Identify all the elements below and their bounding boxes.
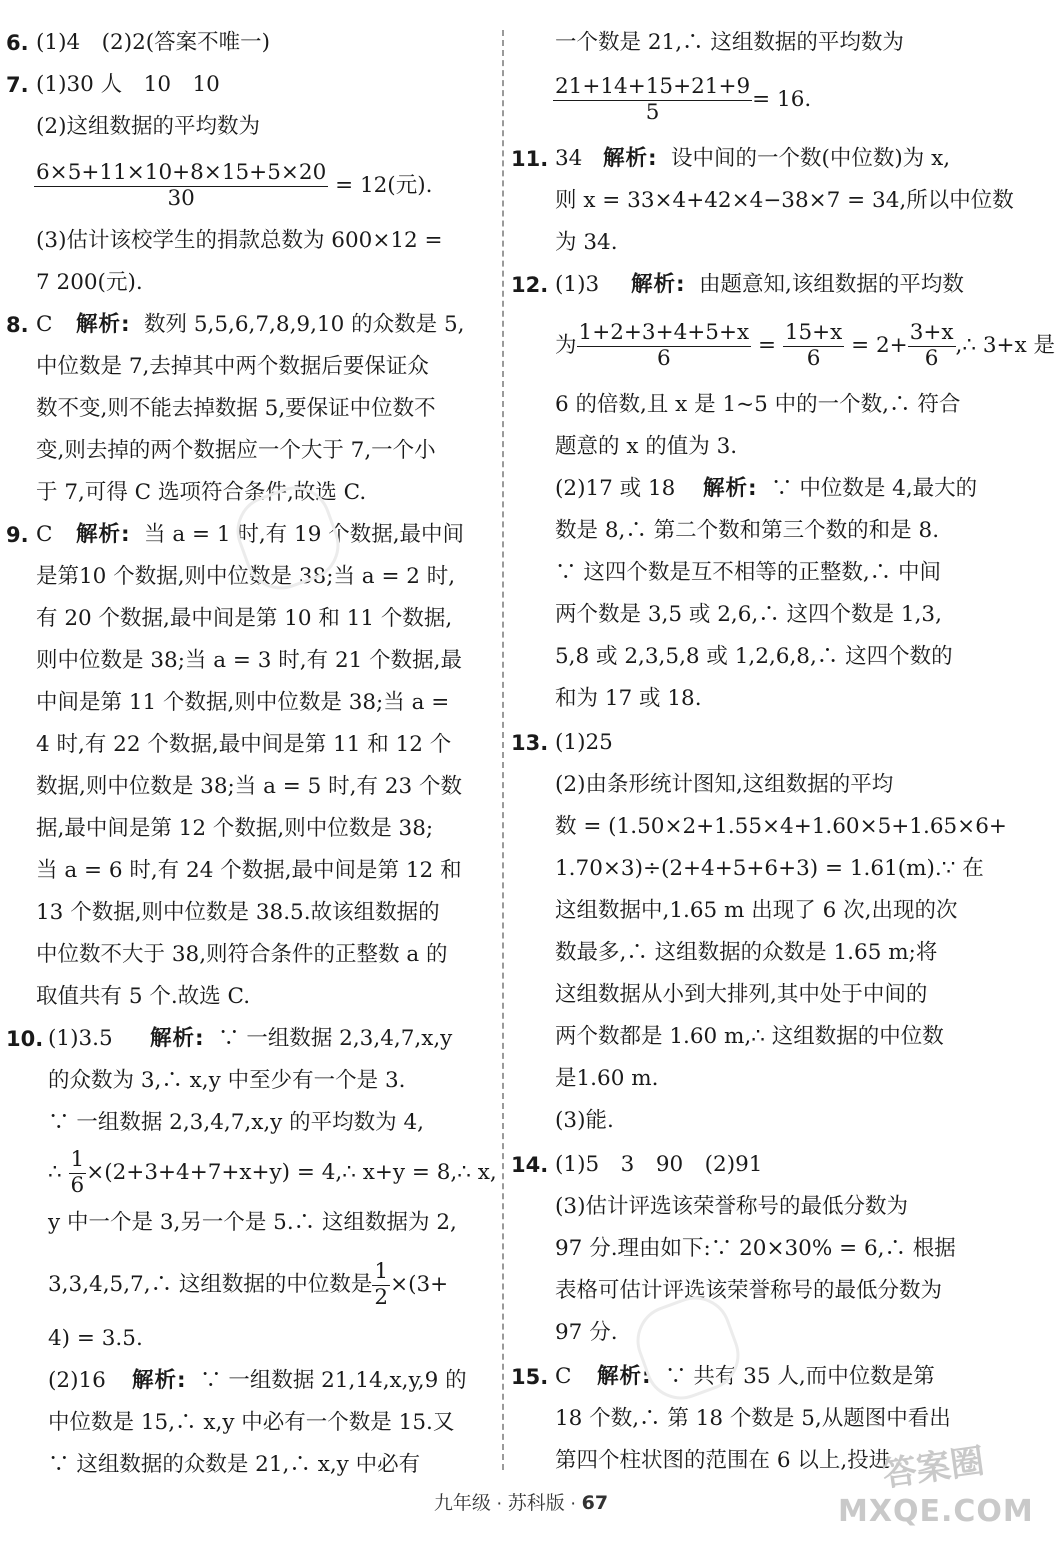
page-footer (0, 1488, 1042, 1515)
q10-number: 10. (6, 1027, 44, 1051)
q9-text-8: 据,最中间是第 12 个数据,则中位数是 38; (36, 816, 434, 841)
q9-answer: C (36, 522, 53, 547)
q10-part2-answer: (2)16 (48, 1368, 106, 1393)
q10-mean-num: 21+14+15+21+9 (555, 73, 751, 99)
q7-number: 7. (6, 73, 29, 97)
q8-text-1: 数列 5,5,6,7,8,9,10 的众数是 5, (144, 312, 465, 337)
q10-analysis-label: 解析: (150, 1026, 205, 1051)
q10-text-9: 中位数是 15,∴ x,y 中必有一个数是 15.又 (48, 1410, 455, 1435)
q7-text-4: (3)估计该校学生的捐款总数为 600×12 = (36, 228, 443, 253)
q12-part2 (507, 468, 1042, 510)
q12-part2-answer: (2)17 或 18 (555, 476, 676, 501)
q9-analysis-label: 解析: (76, 522, 131, 547)
q12-frac3-num: 3+x (909, 319, 954, 345)
q12-analysis-label: 解析: (631, 272, 686, 297)
q10-text-7: 4) = 3.5. (48, 1326, 143, 1351)
q10-line-1 (0, 1018, 500, 1060)
q9-text-10: 13 个数据,则中位数是 38.5.故该组数据的 (36, 900, 440, 925)
q13-text-4: 1.70×3)÷(2+4+5+6+3) = 1.61(m).∵ 在 (555, 856, 984, 881)
q14-text-4: 表格可估计评选该荣誉称号的最低分数为 (555, 1278, 943, 1303)
q13-text-10: (3)能. (555, 1108, 614, 1133)
q13-number: 13. (511, 731, 549, 755)
q8-analysis-label: 解析: (76, 312, 131, 337)
q9-text-2: 是第10 个数据,则中位数是 38;当 a = 2 时, (36, 564, 456, 589)
q10-text-2: 的众数为 3,∴ x,y 中至少有一个是 3. (48, 1068, 406, 1093)
q10-mean-result: = 16. (752, 87, 812, 112)
q9-number: 9. (6, 523, 29, 547)
q15-line-1 (507, 1356, 1042, 1398)
q10-text-1: ∵ 一组数据 2,3,4,7,x,y (218, 1026, 453, 1051)
footer-grade-edition: 九年级 · 苏科版 · (433, 1493, 577, 1514)
q9-text-6: 4 时,有 22 个数据,最中间是第 11 和 12 个 (36, 732, 452, 757)
q10-frac1-num: 1 (70, 1146, 85, 1172)
q12-analysis-label-2: 解析: (703, 476, 758, 501)
watermark-logo: 答案圈 (880, 1441, 987, 1495)
q15-text-1: ∵ 共有 35 人,而中位数是第 (665, 1364, 935, 1389)
q12-text-8: 两个数是 3,5 或 2,6,∴ 这四个数是 1,3, (555, 602, 942, 627)
q11-answer: 34 (555, 146, 583, 171)
q7-line-2 (0, 106, 500, 148)
q11-analysis-label: 解析: (603, 146, 658, 171)
q10-therefore: ∴ (48, 1160, 62, 1185)
q12-frac1-den: 6 (656, 345, 671, 371)
q9-text-12: 取值共有 5 个.故选 C. (36, 984, 251, 1009)
q12-frac3-den: 6 (924, 345, 939, 371)
q9-text-11: 中位数不大于 38,则符合条件的正整数 a 的 (36, 942, 448, 967)
q7-text-2: (2)这组数据的平均数为 (36, 114, 260, 139)
q14-text-3: 97 分.理由如下:∵ 20×30% = 6,∴ 根据 (555, 1236, 956, 1261)
q12-text-5: ∵ 中位数是 4,最大的 (771, 476, 978, 501)
q15-number: 15. (511, 1365, 549, 1389)
q14-text-5: 97 分. (555, 1320, 618, 1345)
q6-number: 6. (6, 31, 29, 55)
q8-text-2: 中位数是 7,去掉其中两个数据后要保证众 (36, 354, 429, 379)
q11-line-1 (507, 138, 1042, 180)
q10-frac2-num: 1 (374, 1258, 389, 1284)
q7-formula-result: = 12(元). (335, 173, 433, 198)
q12-text-9: 5,8 或 2,3,5,8 或 1,2,6,8,∴ 这四个数的 (555, 644, 953, 669)
q11-text-2: 则 x = 33×4+42×4−38×7 = 34,所以中位数 (555, 188, 1014, 213)
q11-number: 11. (511, 147, 549, 171)
q10-frac1-den: 6 (70, 1172, 85, 1198)
q10-text-6-tail: ×(3+ (390, 1272, 449, 1297)
q12-text-2-tail: ,∴ 3+x 是 (955, 333, 1055, 358)
q10-cont-formula (507, 70, 1042, 130)
q12-frac1-num: 1+2+3+4+5+x (578, 319, 750, 345)
q10-formula-line (0, 1144, 500, 1202)
q7-fraction (34, 161, 328, 211)
q7-formula (0, 156, 500, 216)
q6-text: (1)4 (2)2(答案不唯一) (36, 30, 271, 55)
q8-text-5: 于 7,可得 C 选项符合条件,故选 C. (36, 480, 367, 505)
q10-mean-den: 5 (645, 99, 660, 125)
q14-text-1: (1)5 3 90 (2)91 (555, 1152, 763, 1177)
q9-text-5: 中间是第 11 个数据,则中位数是 38;当 a = (36, 690, 450, 715)
q10-frac2-den: 2 (374, 1284, 389, 1310)
q10-text-8: ∵ 一组数据 21,14,x,y,9 的 (200, 1368, 467, 1393)
q12-equals-1: = (757, 333, 776, 358)
q10-text-4: ×(2+3+4+7+x+y) = 4,∴ x+y = 8,∴ x, (86, 1160, 497, 1185)
q9-text-7: 数据,则中位数是 38;当 a = 5 时,有 23 个数 (36, 774, 462, 799)
q13-line-1 (507, 722, 1042, 764)
q12-fraction-3 (908, 321, 956, 371)
q12-part1-answer: (1)3 (555, 272, 600, 297)
q13-text-8: 两个数都是 1.60 m,∴ 这组数据的中位数 (555, 1024, 944, 1049)
q12-text-10: 和为 17 或 18. (555, 686, 702, 711)
q12-frac2-den: 6 (806, 345, 821, 371)
q8-text-4: 变,则去掉的两个数据应一个大于 7,一个小 (36, 438, 436, 463)
q8-line-1 (0, 304, 500, 346)
q11-text-1: 设中间的一个数(中位数)为 x, (671, 146, 951, 171)
q12-equals-2: = 2+ (851, 333, 908, 358)
q10-median-line (0, 1256, 500, 1314)
q7-text-5: 7 200(元). (36, 270, 143, 295)
page-number: 67 (581, 1492, 609, 1514)
q7-frac-numerator: 6×5+11×10+8×15+5×20 (36, 159, 327, 185)
q10-text-10: ∵ 这组数据的众数是 21,∴ x,y 中必有 (48, 1452, 421, 1477)
q15-text-3: 第四个柱状图的范围在 6 以上,投进 (555, 1448, 891, 1473)
q8-number: 8. (6, 313, 29, 337)
q10-part1-answer: (1)3.5 (48, 1026, 113, 1051)
q12-frac2-num: 15+x (784, 319, 843, 345)
q12-text-4: 题意的 x 的值为 3. (555, 434, 738, 459)
q7-line-1 (0, 64, 500, 106)
column-divider (502, 30, 504, 1470)
q13-text-6: 数最多,∴ 这组数据的众数是 1.65 m;将 (555, 940, 938, 965)
q11-text-3: 为 34. (555, 230, 618, 255)
q15-answer: C (555, 1364, 572, 1389)
q13-text-7: 这组数据从小到大排列,其中处于中间的 (555, 982, 928, 1007)
q10-mean-fraction (553, 75, 752, 125)
q14-number: 14. (511, 1153, 549, 1177)
q10-part2 (0, 1360, 500, 1402)
q10-text-6: 3,3,4,5,7,∴ 这组数据的中位数是 (48, 1272, 373, 1297)
q14-line-1 (507, 1144, 1042, 1186)
q10-cont-text-1: 一个数是 21,∴ 这组数据的平均数为 (555, 30, 904, 55)
q10-analysis-label-2: 解析: (132, 1368, 187, 1393)
q12-fraction-2 (783, 321, 845, 371)
q9-text-9: 当 a = 6 时,有 24 个数据,最中间是第 12 和 (36, 858, 462, 883)
q7-text-1: (1)30 人 10 10 (36, 72, 220, 97)
q15-text-2: 18 个数,∴ 第 18 个数是 5,从题图中看出 (555, 1406, 951, 1431)
q13-text-3: 数 = (1.50×2+1.55×4+1.60×5+1.65×6+ (555, 814, 1007, 839)
q13-text-2: (2)由条形统计图知,这组数据的平均 (555, 772, 894, 797)
q13-text-5: 这组数据中,1.65 m 出现了 6 次,出现的次 (555, 898, 958, 923)
q12-formula (507, 316, 1055, 376)
q12-text-7: ∵ 这四个数是互不相等的正整数,∴ 中间 (555, 560, 942, 585)
q12-fraction-1 (577, 321, 752, 371)
q13-text-1: (1)25 (555, 730, 613, 755)
q12-text-6: 数是 8,∴ 第二个数和第三个数的和是 8. (555, 518, 940, 543)
q12-text-3: 6 的倍数,且 x 是 1~5 中的一个数,∴ 符合 (555, 392, 961, 417)
q10-text-5: y 中一个是 3,另一个是 5.∴ 这组数据为 2, (48, 1210, 457, 1235)
q10-fraction-2 (372, 1260, 390, 1310)
watermark-url: MXQE.COM (838, 1494, 1034, 1529)
q7-line-4 (0, 220, 500, 262)
q8-text-3: 数不变,则不能去掉数据 5,要保证中位数不 (36, 396, 436, 421)
q12-text-1: 由题意知,该组数据的平均数 (699, 272, 964, 297)
q15-analysis-label: 解析: (597, 1364, 652, 1389)
q14-text-2: (3)估计评选该荣誉称号的最低分数为 (555, 1194, 908, 1219)
q12-text-2-pre: 为 (555, 333, 577, 358)
q7-line-5 (0, 262, 500, 304)
q13-text-9: 是1.60 m. (555, 1066, 659, 1091)
q12-line-1 (507, 264, 1042, 306)
q9-text-4: 则中位数是 38;当 a = 3 时,有 21 个数据,最 (36, 648, 462, 673)
q9-text-1: 当 a = 1 时,有 19 个数据,最中间 (144, 522, 465, 547)
q10-fraction-1 (69, 1148, 87, 1198)
q8-answer: C (36, 312, 53, 337)
q12-number: 12. (511, 273, 549, 297)
q7-frac-denominator: 30 (167, 185, 195, 211)
q9-text-3: 有 20 个数据,最中间是第 10 和 11 个数据, (36, 606, 453, 631)
q10-text-3: ∵ 一组数据 2,3,4,7,x,y 的平均数为 4, (48, 1110, 425, 1135)
q6-line-1 (0, 22, 500, 64)
